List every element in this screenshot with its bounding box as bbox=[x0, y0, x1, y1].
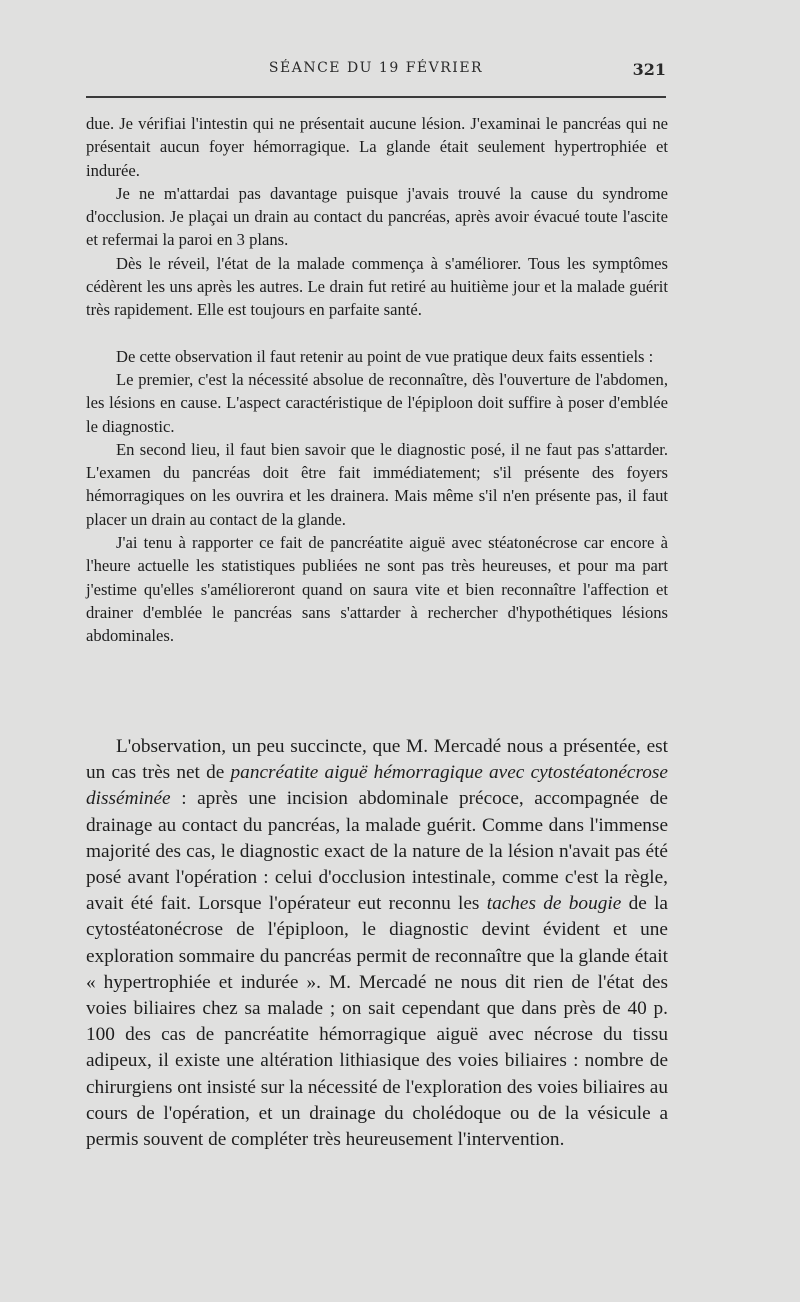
observation-paragraph: due. Je vérifiai l'intestin qui ne présentait aucune lésion. J'examinai le pancréas qui ne présentait aucun foyer hémorragique. La glande était seulement hypertrophiée et indurée. bbox=[86, 114, 668, 180]
report-text: : après une incision abdominale précoce, accompagnée de drainage au contact du pancréas, la malade guérit. Comme dans l'immense majorité des cas, le diagnostic exact de la nature de la lésion n'avait pas été posé avant l'opération : celui d'occlusion intestinale, comme c'est la règle, avait été fait. Lorsque l'opérateur eut reconnu les bbox=[86, 788, 668, 915]
conclusion-paragraph: En second lieu, il faut bien savoir que le diagnostic posé, il ne faut pas s'attarder. L'examen du pancréas doit être fait immédiatement; s'il présente des foyers hémorragiques on les ouvrira et les drainera. Mais même s'il n'en présente pas, il faut placer un drain au contact de la glande. bbox=[86, 439, 668, 529]
running-head bbox=[86, 60, 666, 84]
observation-paragraph: Dès le réveil, l'état de la malade commença à s'améliorer. Tous les symptômes cédèrent les uns après les autres. Le drain fut retiré au huitième jour et la malade guérit très rapidement. Elle est toujours en parfaite santé. bbox=[86, 253, 668, 320]
conclusion-paragraph: J'ai tenu à rapporter ce fait de pancréatite aiguë avec stéatonécrose car encore à l'heure actuelle les statistiques publiées ne sont pas très heureuses, et pour ma part j'estime qu'elles s'amélioreront quand on saura vite et bien reconnaître l'affection et drainer d'emblée le pancréas sans s'attarder à rechercher d'hypothétiques lésions abdominales. bbox=[86, 533, 668, 646]
report-section bbox=[86, 734, 668, 1153]
small-print-section bbox=[86, 112, 668, 648]
report-paragraph bbox=[86, 734, 668, 1153]
running-title: SÉANCE DU 19 FÉVRIER bbox=[268, 60, 484, 76]
report-text: L'observation, un peu succincte, que M. Mercadé nous a présentée, est un cas très net de bbox=[86, 736, 668, 784]
header-rule bbox=[86, 96, 666, 98]
conclusion-paragraph: Le premier, c'est la nécessité absolue de reconnaître, dès l'ouverture de l'abdomen, les lésions en cause. L'aspect caractéristique de l'épiploon doit suffire à poser d'emblée le diagnostic. bbox=[86, 369, 668, 436]
report-italic-term: taches de bougie bbox=[486, 893, 622, 915]
page-number: 321 bbox=[632, 60, 666, 79]
report-italic-diagnosis: pancréatite aiguë hémorragique avec cytostéatonécrose disséminée bbox=[86, 762, 668, 810]
observation-paragraph: Je ne m'attardai pas davantage puisque j'avais trouvé la cause du syndrome d'occlusion. Je plaçai un drain au contact du pancréas, après avoir évacué toute l'ascite et refermai la paroi en 3 plans. bbox=[86, 183, 668, 250]
report-text: de la cytostéatonécrose de l'épiploon, le diagnostic devint évident et une exploration sommaire du pancréas permit de reconnaître que la glande était « hypertrophiée et indurée ». M. Mercadé ne nous dit rien de l'état des voies biliaires chez sa malade ; on sait cependant que dans près de 40 p. 100 des cas de pancréatite hémorragique aiguë avec nécrose du tissu adipeux, il existe une altération lithiasique des voies biliaires : nombre de chirurgiens ont insisté sur la nécessité de l'exploration des voies biliaires au cours de l'opération, et un drainage du cholédoque ou de la vésicule a permis souvent de compléter très heureusement l'intervention. bbox=[86, 893, 668, 1151]
conclusion-intro: De cette observation il faut retenir au point de vue pratique deux faits essentiels : bbox=[116, 346, 654, 366]
